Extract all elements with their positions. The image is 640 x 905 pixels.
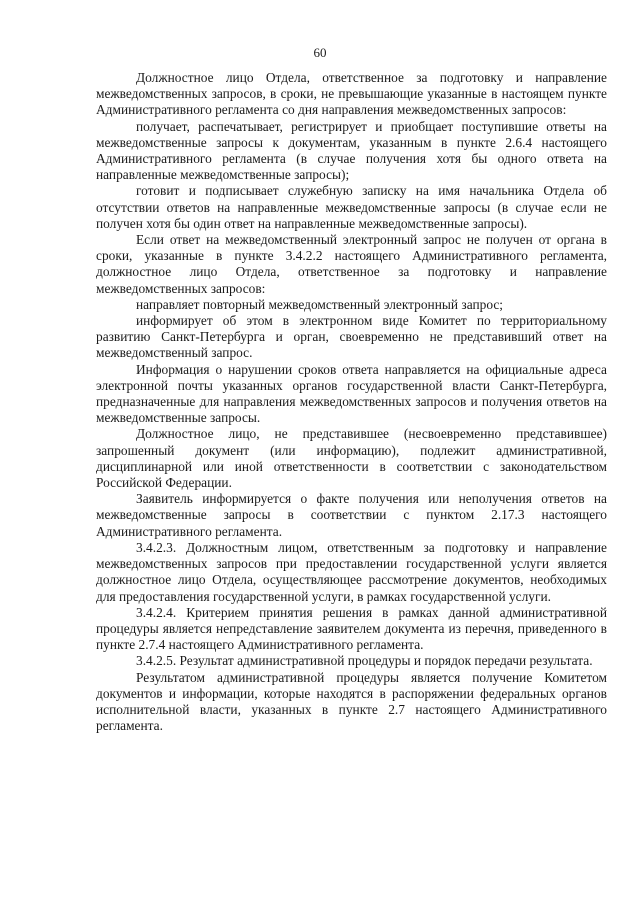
paragraph: Если ответ на межведомственный электронный запрос не получен от органа в сроки, указанные в пункте 3.4.2.2 настоящего Административного регламента, должностное лицо Отдела, ответственное за подготовку и направление межведомственных запросов: xyxy=(96,232,607,296)
paragraph: 3.4.2.3. Должностным лицом, ответственным за подготовку и направление межведомственных запросов при предоставлении государственной услуги является должностное лицо Отдела, осуществляющее рассмотрение документов, необходимых для предоставления государственной услуги, в рамках государственной услуги. xyxy=(96,539,607,604)
paragraph: Должностное лицо Отдела, ответственное за подготовку и направление межведомственных запросов, в сроки, не превышающие указанные в настоящем пункте Административного регламента со дня направления межведомственных запросов: xyxy=(96,70,607,118)
paragraph: информирует об этом в электронном виде Комитет по территориальному развитию Санкт-Петербурга и орган, своевременно не представивший ответ на межведомственный запрос. xyxy=(96,313,607,361)
paragraph: Информация о нарушении сроков ответа направляется на официальные адреса электронной почты указанных органов государственной власти Санкт-Петербурга, предназначенные для направления межведомственных запросов и получения ответов на межведомственные запросы. xyxy=(96,361,607,426)
page-number: 60 xyxy=(313,45,327,60)
paragraph: 3.4.2.5. Результат административной процедуры и порядок передачи результата. xyxy=(136,653,593,669)
paragraph: направляет повторный межведомственный электронный запрос; xyxy=(136,296,504,312)
paragraph: готовит и подписывает служебную записку на имя начальника Отдела об отсутствии ответов на направленные межведомственные запросы (в случае если не получен хотя бы один ответ на направленные межведомственные запросы). xyxy=(96,183,607,231)
paragraph: Результатом административной процедуры является получение Комитетом документов и информации, которые находятся в распоряжении федеральных органов исполнительной власти, указанных в пункте 2.7 настоящего Административного регламента. xyxy=(96,669,607,734)
paragraph: Должностное лицо, не представившее (несвоевременно представившее) запрошенный документ (или информацию), подлежит административной, дисциплинарной или иной ответственности в соответствии с законодательством Российской Федерации. xyxy=(96,426,607,491)
paragraph: Заявитель информируется о факте получения или неполучения ответов на межведомственные запросы в соответствии с пунктом 2.17.3 настоящего Административного регламента. xyxy=(96,491,607,539)
paragraph: 3.4.2.4. Критерием принятия решения в рамках данной административной процедуры является непредставление заявителем документа из перечня, приведенного в пункте 2.7.4 настоящего Административного регламента. xyxy=(96,604,607,653)
paragraph: получает, распечатывает, регистрирует и приобщает поступившие ответы на межведомственные запросы к документам, указанным в пункте 2.6.4 настоящего Административного регламента (в случае получения хотя бы одного ответа на направленные межведомственные запросы); xyxy=(96,118,607,183)
document-body xyxy=(96,70,607,734)
